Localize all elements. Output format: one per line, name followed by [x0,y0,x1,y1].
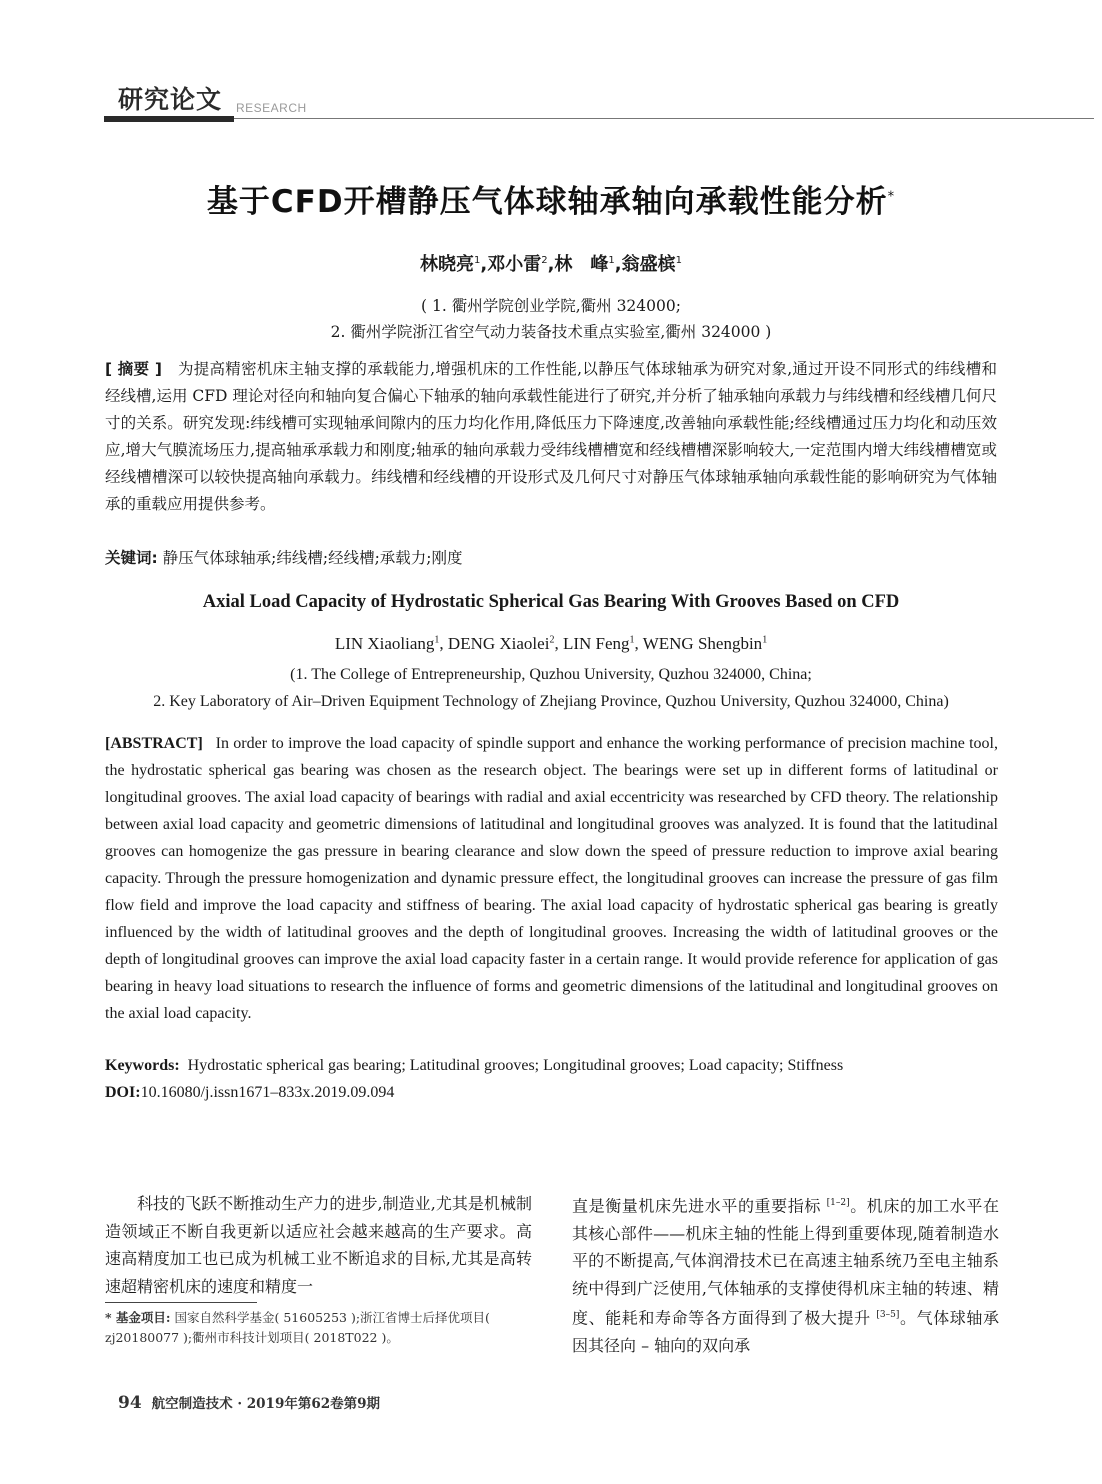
keywords-label-cn: 关键词: [105,549,158,567]
author-cn: 林晓亮 [419,254,474,275]
abstract-label-cn: [ 摘要 ] [105,360,162,378]
section-label-en: RESEARCH [236,101,307,115]
doi-label: DOI: [105,1084,141,1101]
author-en: DENG Xiaolei [447,634,550,653]
abstract-label-en: [ABSTRACT] [105,735,203,752]
affiliation-cn-1: ( 1. 衢州学院创业学院,衢州 324000; [421,297,681,315]
author-cn: 林 峰 [554,254,609,275]
authors-en: LIN Xiaoliang$^1$, DENG Xiaolei$^2$, LIN Feng$^1$, WENG Shengbin$^1$ [334,634,768,653]
page-number: 94 [118,1393,142,1413]
keywords-label-en: Keywords: [105,1057,180,1074]
paper-title-cn: 基于CFD开槽静压气体球轴承轴向承载性能分析* [206,184,896,220]
abstract-text-cn: 为提高精密机床主轴支撑的承载能力,增强机床的工作性能,以静压气体球轴承为研究对象,通过开设不同形式的纬线槽和经线槽,运用 CFD 理论对径向和轴向复合偏心下轴承的轴向承载性能进行了研究,并分析了轴承轴向承载力与纬线槽和经线槽几何尺寸的关系。研究发现:纬线槽可实现轴承间隙内的压力均化作用,降低压力下降速度,改善轴向承载性能;经线槽通过压力均化和动压效应,增大气膜流场压力,提高轴承承载力和刚度;轴承的轴向承载力受纬线槽槽宽和经线槽槽深影响较大,一定范围内增大纬线槽槽宽或经线槽槽深可以较快提高轴向承载力。纬线槽和经线槽的开设形式及几何尺寸对静压气体球轴承轴向承载性能的影响研究为气体轴承的重载应用提供参考。 [105,360,997,513]
keywords-en [105,1052,998,1079]
author-cn: 邓小雷 [487,254,542,275]
keywords-text-cn: 静压气体球轴承;纬线槽;经线槽;承载力;刚度 [162,549,463,567]
journal-info: 航空制造技术 · 2019年第62卷第9期 [151,1396,381,1412]
author-en: LIN Xiaoliang [334,634,435,653]
paper-title-en: Axial Load Capacity of Hydrostatic Spherical Gas Bearing With Grooves Based on CFD [202,592,900,612]
title-footnote-mark: * [887,189,896,205]
body-column-left: 科技的飞跃不断推动生产力的进步,制造业,尤其是机械制造领域正不断自我更新以适应社会越来越高的生产要求。高速高精度加工也已成为机械工业不断追求的目标,尤其是高转速超精密机床的速度和精度一 [105,1194,532,1296]
footnote-label: * 基金项目: [105,1310,171,1325]
footnote-text: 国家自然科学基金( 51605253 );浙江省博士后择优项目( zj20180077 );衢州市科技计划项目( 2018T022 )。 [105,1310,490,1345]
author-en: LIN Feng [562,634,630,653]
header-rule [234,118,1094,119]
header-bar [104,116,234,122]
keywords-text-en: Hydrostatic spherical gas bearing; Latitudinal grooves; Longitudinal grooves; Load capacity; Stiffness [187,1057,844,1074]
citation-ref[interactable]: [1–2] [826,1198,850,1208]
doi-value[interactable]: 10.16080/j.issn1671–833x.2019.09.094 [140,1084,395,1101]
body-column-right: 直是衡量机床先进水平的重要指标 [1–2]。机床的加工水平在其核心部件——机床主轴的性能上得到重要体现,随着制造水平的不断提高,气体润滑技术已在高速主轴系统乃至电主轴系统中得到广泛使用,气体轴承的支撑使得机床主轴的转速、精度、能耗和寿命等各方面得到了极大提升 [3–5]。气体球轴承因其径向 – 轴向的双向承 [572,1196,999,1356]
funding-footnote [105,1308,532,1348]
footnote-rule [105,1302,257,1303]
affiliation-cn-2: 2. 衢州学院浙江省空气动力装备技术重点实验室,衢州 324000 ) [330,323,772,341]
doi [105,1079,998,1106]
affiliation-en-2: 2. Key Laboratory of Air–Driven Equipment Technology of Zhejiang Province, Quzhou University, Quzhou 324000, China) [153,693,949,710]
page-footer [118,1392,380,1413]
authors-cn: 林晓亮$^1$,邓小雷$^2$,林 峰$^1$,翁盛槟$^1$ [419,254,683,275]
abstract-text-en: In order to improve the load capacity of spindle support and enhance the working performance of precision machine tool, the hydrostatic spherical gas bearing was chosen as the research object. The bearings were set up in different forms of latitudinal or longitudinal grooves. The axial load capacity of bearings with radial and axial eccentricity was researched by CFD theory. The relationship between axial load capacity and geometric dimensions of latitudinal and longitudinal grooves was analyzed. It is found that the latitudinal grooves can homogenize the gas pressure in bearing clearance and slow down the speed of pressure reduction to improve axial bearing capacity. Through the pressure homogenization and dynamic pressure effect, the longitudinal grooves can increase the pressure of gas film flow field and improve the load capacity and stiffness of bearing. The axial load capacity of hydrostatic spherical gas bearing is greatly influenced by the width of latitudinal grooves and the depth of longitudinal grooves. Increasing the width of latitudinal grooves or the depth of longitudinal grooves can improve the axial load capacity faster in a certain range. It would provide reference for application of gas bearing in heavy load situations to research the influence of forms and geometric dimensions of the latitudinal and longitudinal grooves on the axial load capacity. [105,735,998,1022]
abstract-en [105,730,998,1027]
abstract-cn [105,356,997,518]
section-label-cn: 研究论文 [118,85,223,114]
author-en: WENG Shengbin [642,634,763,653]
affiliation-en-1: (1. The College of Entrepreneurship, Quzhou University, Quzhou 324000, China; [290,666,812,683]
author-cn: 翁盛槟 [621,254,676,275]
citation-ref[interactable]: [3–5] [876,1310,900,1321]
keywords-cn [105,545,997,572]
